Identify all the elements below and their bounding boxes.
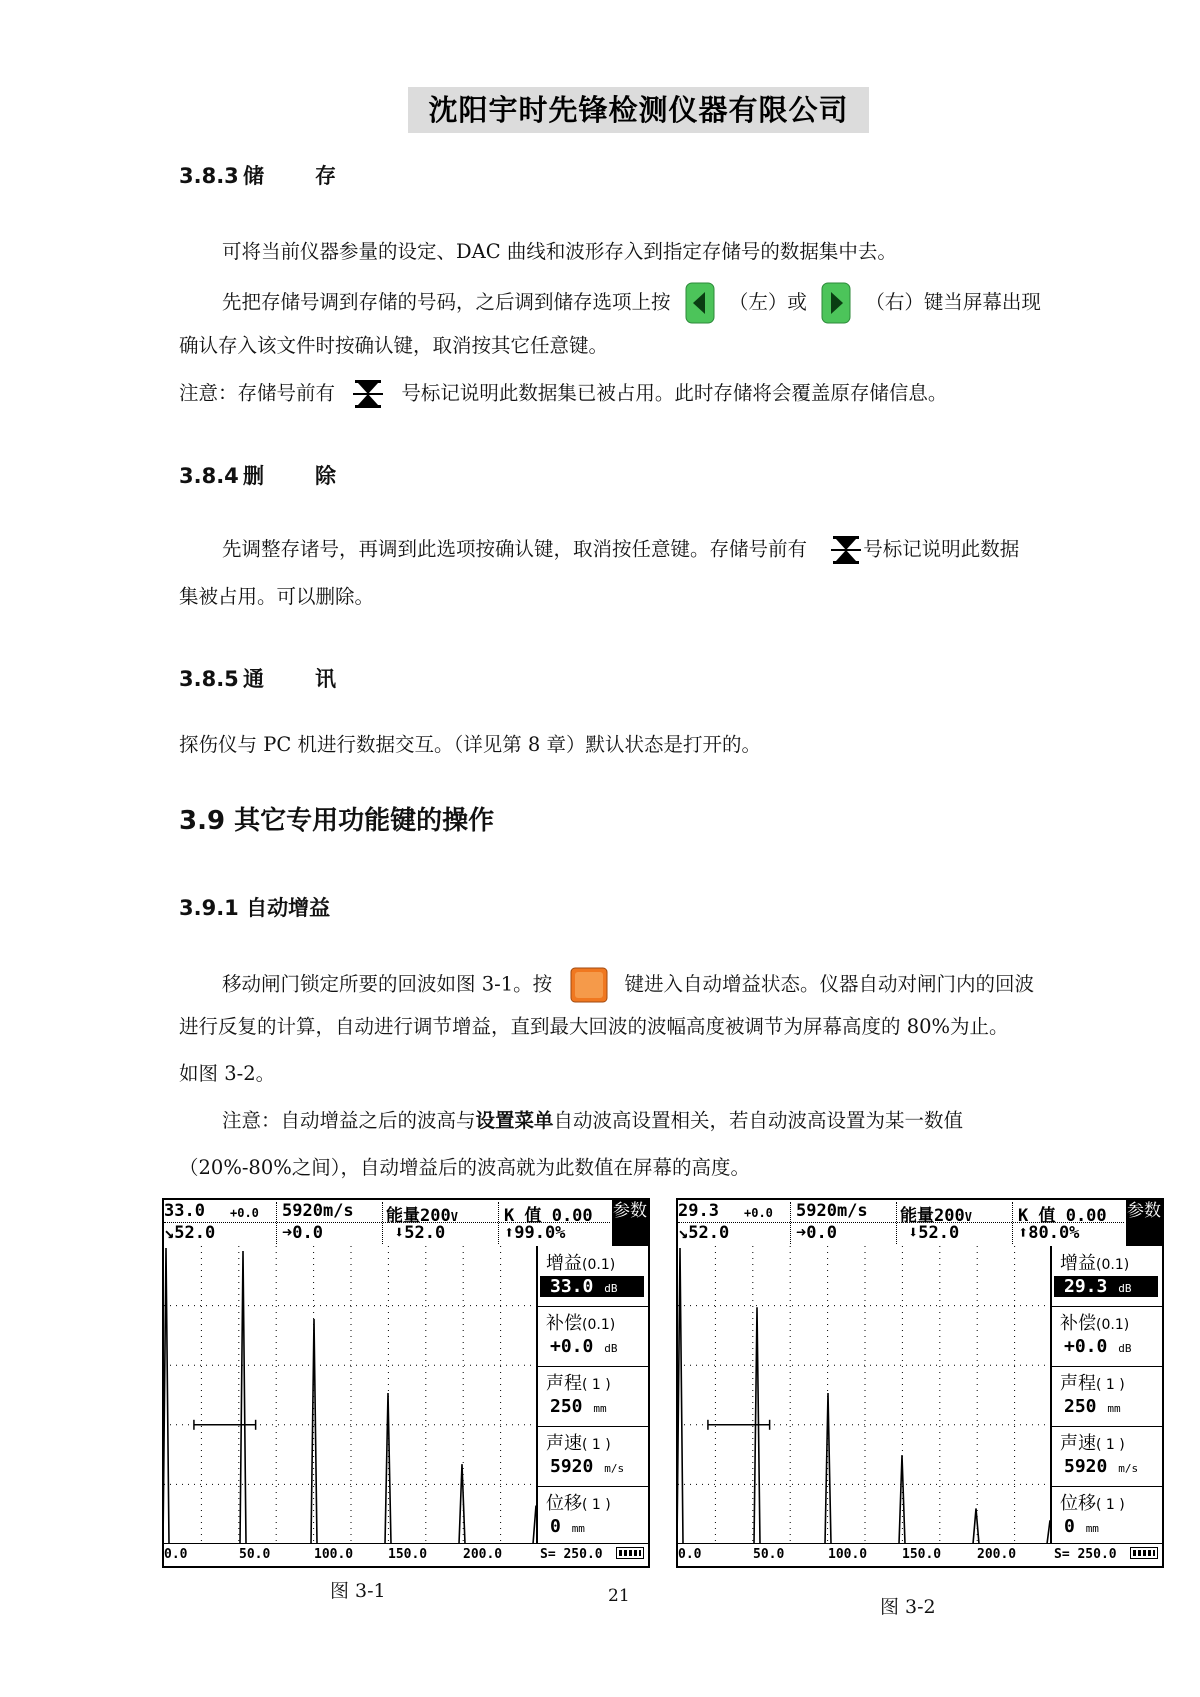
section-number: 3.8.4 (179, 464, 239, 488)
paragraph: 确认存入该文件时按确认键，取消按其它任意键。 (179, 334, 609, 357)
paragraph: 探伤仪与 PC 机进行数据交互。（详见第 8 章）默认状态是打开的。 (179, 733, 761, 756)
energy-value: 能量200 (900, 1206, 965, 1226)
parameter-label: 声速( 1 ) (546, 1433, 611, 1454)
energy-unit: V (450, 1210, 458, 1224)
vertical-readout: ⬇52.0 (908, 1223, 960, 1243)
text: （左）或 (728, 290, 807, 314)
parameter-label: 声速( 1 ) (1060, 1433, 1125, 1454)
text: 键进入自动增益状态。仪器自动对闸门内的回波 (624, 972, 1035, 996)
text: 注意：存储号前有 (179, 381, 336, 405)
company-header: 沈阳宇时先锋检测仪器有限公司 (408, 87, 869, 133)
x-axis (164, 1543, 648, 1566)
offset-readout: +0.0 (744, 1206, 773, 1220)
parameter-panel (536, 1246, 648, 1544)
parameter-item[interactable] (1052, 1486, 1162, 1546)
tab-label: 参数 (1127, 1201, 1161, 1221)
parameter-label: 位移( 1 ) (546, 1493, 611, 1514)
echo-peak (459, 1464, 465, 1544)
text: 号标记说明此数据集已被占用。此时存储将会覆盖原存储信息。 (401, 381, 948, 405)
speed-readout: 5920m/s (282, 1201, 354, 1221)
echo-peak (754, 1307, 760, 1544)
parameter-item[interactable] (538, 1246, 648, 1307)
x-tick-label: 150.0 (388, 1547, 428, 1562)
tab-label: 参数 (613, 1201, 647, 1221)
parameter-value: 5920 m/s (1064, 1456, 1139, 1477)
note (222, 1108, 963, 1134)
status-header (678, 1200, 1162, 1246)
parameter-label: 增益(0.1) (1060, 1253, 1130, 1274)
heading-char: 通 (243, 667, 264, 691)
x-axis (678, 1543, 1162, 1566)
parameter-value: 0 mm (1064, 1516, 1099, 1537)
k-value-readout: K 值 0.00 (504, 1206, 593, 1226)
auto-gain-key-icon (570, 967, 608, 1003)
a-scan-waveform (164, 1246, 538, 1544)
parameter-item[interactable] (538, 1306, 648, 1367)
offset-readout: +0.0 (230, 1206, 259, 1220)
k-value-readout: K 值 0.00 (1018, 1206, 1107, 1226)
amplitude-readout: ⬆99.0% (504, 1223, 566, 1243)
echo-peak (973, 1509, 979, 1545)
text: 移动闸门锁定所要的回波如图 3-1。按 (222, 972, 553, 996)
depth-readout: ↘52.0 (678, 1223, 730, 1243)
x-tick-label: 50.0 (753, 1547, 785, 1562)
x-tick-label: 0.0 (678, 1547, 702, 1562)
paragraph (222, 282, 1041, 324)
parameter-tab[interactable] (1126, 1200, 1162, 1246)
parameter-value: 250 mm (550, 1396, 607, 1417)
parameter-label: 声程( 1 ) (546, 1373, 611, 1394)
ultrasonic-screen-figure-3-1 (162, 1198, 650, 1568)
parameter-value: 250 mm (1064, 1396, 1121, 1417)
parameter-panel (1050, 1246, 1162, 1544)
echo-peak (678, 1248, 683, 1544)
heading-char: 除 (315, 464, 336, 488)
section-number: 3.8.5 (179, 667, 239, 691)
section-heading-3-8-5 (179, 663, 336, 693)
range-end-label: S= 250.0 (1054, 1547, 1117, 1562)
parameter-label: 补偿(0.1) (1060, 1313, 1130, 1334)
echo-peak (1047, 1520, 1052, 1544)
range-end-label: S= 250.0 (540, 1547, 603, 1562)
parameter-item[interactable] (538, 1366, 648, 1427)
amplitude-readout: ⬆80.0% (1018, 1223, 1080, 1243)
parameter-value: 5920 m/s (550, 1456, 625, 1477)
battery-icon (616, 1547, 644, 1559)
section-heading-3-9: 3.9 其它专用功能键的操作 (179, 806, 495, 836)
parameter-tab[interactable] (612, 1200, 648, 1246)
left-arrow-key-icon (685, 282, 715, 324)
page-number: 21 (608, 1586, 630, 1606)
parameter-item[interactable] (1052, 1366, 1162, 1427)
right-arrow-key-icon (821, 282, 851, 324)
parameter-item[interactable] (1052, 1426, 1162, 1487)
x-tick-label: 200.0 (977, 1547, 1017, 1562)
echo-peak (533, 1506, 538, 1545)
waveform-area (678, 1246, 1052, 1544)
energy-value: 能量200 (386, 1206, 451, 1226)
emphasis: 设置菜单 (475, 1109, 554, 1132)
section-heading-3-8-4 (179, 460, 336, 490)
parameter-item[interactable] (1052, 1246, 1162, 1307)
figure-caption: 图 3-1 (330, 1580, 386, 1602)
parameter-label: 增益(0.1) (546, 1253, 616, 1274)
ultrasonic-screen-figure-3-2 (676, 1198, 1164, 1568)
echo-peak (164, 1248, 169, 1544)
section-heading-3-9-1: 3.9.1 自动增益 (179, 896, 331, 920)
depth-readout: ↘52.0 (164, 1223, 216, 1243)
parameter-item[interactable] (538, 1486, 648, 1546)
waveform-area (164, 1246, 538, 1544)
parameter-value: 29.3 dB (1054, 1276, 1158, 1297)
paragraph (222, 535, 1019, 565)
paragraph: （20%-80%之间），自动增益后的波高就为此数值在屏幕的高度。 (179, 1156, 751, 1179)
x-tick-label: 150.0 (902, 1547, 942, 1562)
figure-caption: 图 3-2 (880, 1596, 936, 1618)
parameter-label: 补偿(0.1) (546, 1313, 616, 1334)
text: 注意：自动增益之后的波高与 (222, 1109, 476, 1132)
text: 号标记说明此数据 (863, 537, 1020, 561)
paragraph: 集被占用。可以删除。 (179, 585, 375, 608)
text: （右）键当屏幕出现 (865, 290, 1041, 314)
paragraph: 进行反复的计算，自动进行调节增益，直到最大回波的波幅高度被调节为屏幕高度的 80%为止。 (179, 1015, 1009, 1038)
energy-unit: V (964, 1210, 972, 1224)
parameter-value: 33.0 dB (540, 1276, 644, 1297)
parameter-value: +0.0 dB (1064, 1336, 1132, 1357)
x-tick-label: 0.0 (164, 1547, 188, 1562)
vertical-readout: ⬇52.0 (394, 1223, 446, 1243)
parameter-item[interactable] (1052, 1306, 1162, 1367)
heading-char: 储 (243, 164, 264, 188)
heading-char: 存 (315, 164, 336, 188)
heading-char: 讯 (315, 667, 336, 691)
battery-icon (1130, 1547, 1158, 1559)
text: 先调整存诸号，再调到此选项按确认键，取消按任意键。存储号前有 (222, 537, 808, 561)
x-tick-label: 50.0 (239, 1547, 271, 1562)
echo-peak (240, 1251, 246, 1544)
status-header (164, 1200, 648, 1246)
gain-readout: 29.3 (678, 1201, 719, 1221)
text: 先把存储号调到存储的号码，之后调到储存选项上按 (222, 290, 671, 314)
parameter-label: 位移( 1 ) (1060, 1493, 1125, 1514)
parameter-value: 0 mm (550, 1516, 585, 1537)
paragraph: 可将当前仪器参量的设定、DAC 曲线和波形存入到指定存储号的数据集中去。 (222, 240, 897, 263)
x-tick-label: 200.0 (463, 1547, 503, 1562)
speed-readout: 5920m/s (796, 1201, 868, 1221)
parameter-label: 声程( 1 ) (1060, 1373, 1125, 1394)
section-number: 3.8.3 (179, 164, 239, 188)
section-heading-3-8-3 (179, 160, 336, 190)
echo-peak (899, 1455, 905, 1544)
a-scan-waveform (678, 1246, 1052, 1544)
horizontal-readout: ➜0.0 (282, 1223, 323, 1243)
parameter-item[interactable] (538, 1426, 648, 1487)
note (179, 379, 947, 409)
paragraph: 如图 3-2。 (179, 1062, 276, 1085)
x-tick-label: 100.0 (314, 1547, 354, 1562)
occupied-marker-icon (353, 379, 383, 409)
parameter-value: +0.0 dB (550, 1336, 618, 1357)
horizontal-readout: ➜0.0 (796, 1223, 837, 1243)
heading-char: 删 (243, 464, 264, 488)
gain-readout: 33.0 (164, 1201, 205, 1221)
text: 自动波高设置相关，若自动波高设置为某一数值 (553, 1109, 964, 1132)
paragraph (222, 967, 1034, 1003)
x-tick-label: 100.0 (828, 1547, 868, 1562)
occupied-marker-icon (831, 535, 861, 565)
